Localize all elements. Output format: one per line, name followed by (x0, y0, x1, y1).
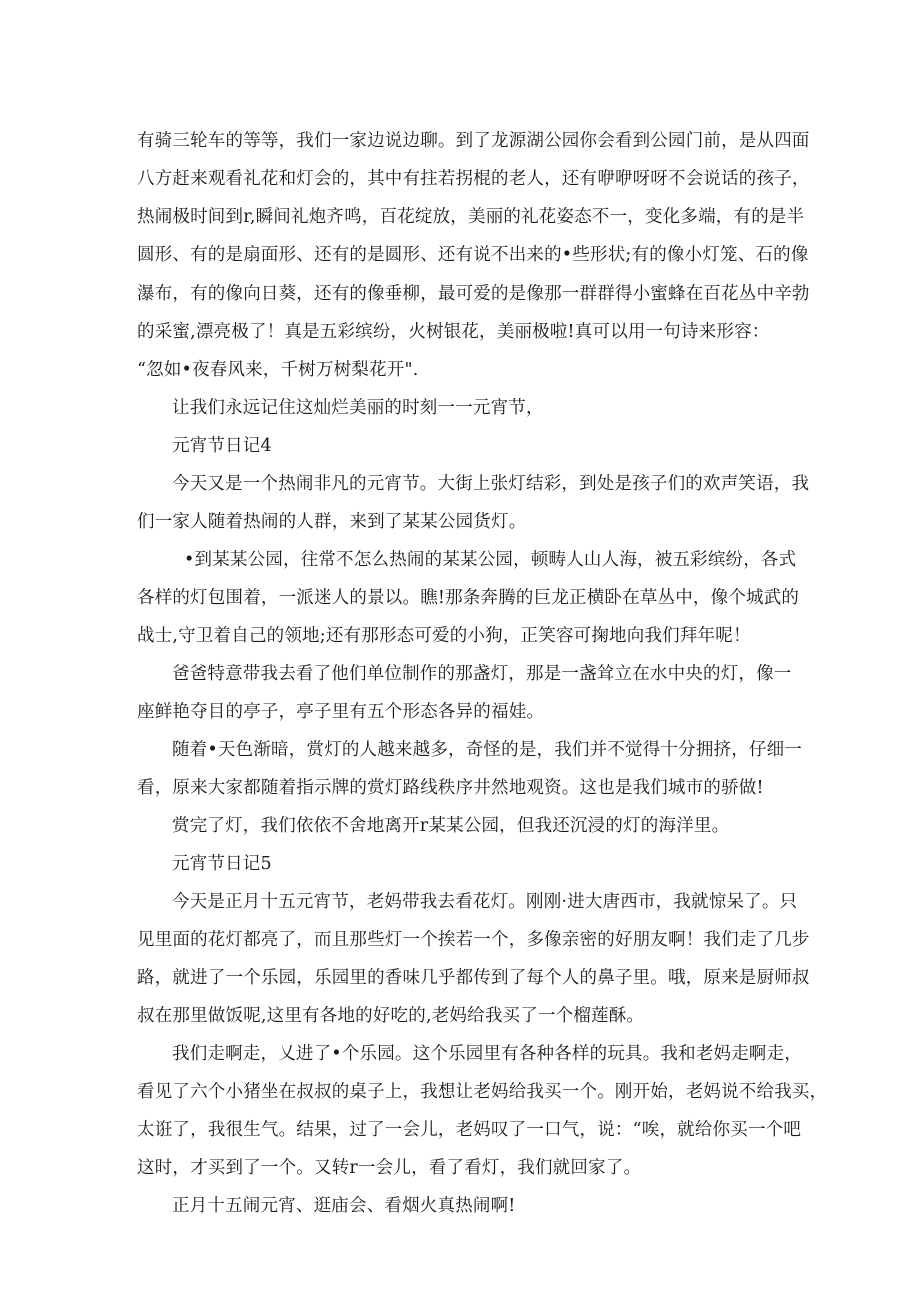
text-line: 八方赶来观看礼花和灯会的，其中有拄若拐棍的老人，还有咿咿呀呀不会说话的孩子， (137, 169, 810, 189)
text-line: 今天是正月十五元宵节，老妈带我去看花灯。刚刚·进大唐西市，我就惊呆了。只 (172, 892, 798, 912)
text-line: 赏完了灯，我们依依不舍地离开r某某公园，但我还沉浸的灯的海洋里。 (172, 816, 730, 836)
text-line: 热闹极时间到r,瞬间礼炮齐鸣，百花绽放，美丽的礼花姿态不一，变化多端，有的是半 (137, 207, 805, 227)
text-line: 爸爸特意带我去看了他们单位制作的那盏灯，那是一盏耸立在水中央的灯，像一 (172, 664, 792, 684)
text-line: “忽如•夜春风来，千树万树梨花开". (137, 360, 419, 380)
section-heading: 元宵节日记4 (172, 436, 272, 456)
text-line: 们一家人随着热闹的人群，来到了某某公园货灯。 (137, 512, 527, 532)
text-line: 这时，才买到了一个。又转r一会儿，看了看灯，我们就回家了。 (137, 1158, 642, 1178)
text-line: 有骑三轮车的等等，我们一家边说边聊。到了龙源湖公园你会看到公园门前，是从四面 (137, 131, 810, 151)
text-line: 随着•天色渐暗，赏灯的人越来越多，奇怪的是，我们并不觉得十分拥挤，仔细一 (172, 740, 803, 760)
text-line: 战士,守卫着自己的领地;还有那形态可爱的小狗，正笑容可掬地向我们拜年呢！ (137, 626, 751, 646)
text-line: 见里面的花灯都亮了，而且那些灯一个挨若一个，多像亲密的好朋友啊！我们走了几步 (137, 930, 810, 950)
text-line: 我们走啊走，乂进了•个乐园。这个乐园里有各种各样的玩具。我和老妈走啊走， (172, 1044, 803, 1064)
text-line: 瀑布，有的像向日葵，还有的像垂柳，最可爱的是像那一群群得小蜜蜂在百花丛中辛勃 (137, 284, 810, 304)
text-line: 今天又是一个热闹非凡的元宵节。大街上张灯结彩，到处是孩子们的欢声笑语，我 (172, 474, 810, 494)
text-line: 各样的灯包围着，一派迷人的景以。瞧!那条奔腾的巨龙正横卧在草丛中，像个城武的 (137, 588, 800, 608)
text-line: 路，就进了一个乐园，乐园里的香味几乎都传到了每个人的鼻子里。哦，原来是厨师叔 (137, 968, 810, 988)
text-line: 让我们永远记住这灿烂美丽的时刻一一元宵节， (172, 398, 544, 418)
text-line: 太诳了，我很生气。结果，过了一会儿，老妈叹了一口气，说：“唉，就给你买一个吧 (137, 1120, 802, 1140)
text-line: 圆形、有的是扇面形、还有的是圆形、还有说不出来的•些形状;有的像小灯笼、石的像 (137, 245, 809, 265)
section-heading: 元宵节日记5 (172, 854, 272, 874)
text-line: •到某某公园，往常不怎么热闹的某某公园，顿畴人山人海，被五彩缤纷，各式 (184, 550, 797, 570)
text-line: 看见了六个小猪坐在叔叔的桌子上，我想让老妈给我买一个。刚开始，老妈说不给我买， (137, 1082, 828, 1102)
text-line: 看，原来大家都随着指示牌的赏灯路线秩序井然地观资。这也是我们城市的骄做! (137, 778, 764, 798)
text-line: 的采蜜,漂亮极了！真是五彩缤纷，火树银花，美丽极啦!真可以用一句诗来形容： (137, 322, 770, 342)
text-line: 正月十五闹元宵、逛庙会、看烟火真热闹啊! (172, 1196, 516, 1216)
text-line: 叔在那里做饭呢,这里有各地的好吃的,老妈给我买了一个榴莲酥。 (137, 1006, 645, 1026)
text-line: 座鲜艳夺目的亭子，亭子里有五个形态各异的福娃。 (137, 702, 545, 722)
